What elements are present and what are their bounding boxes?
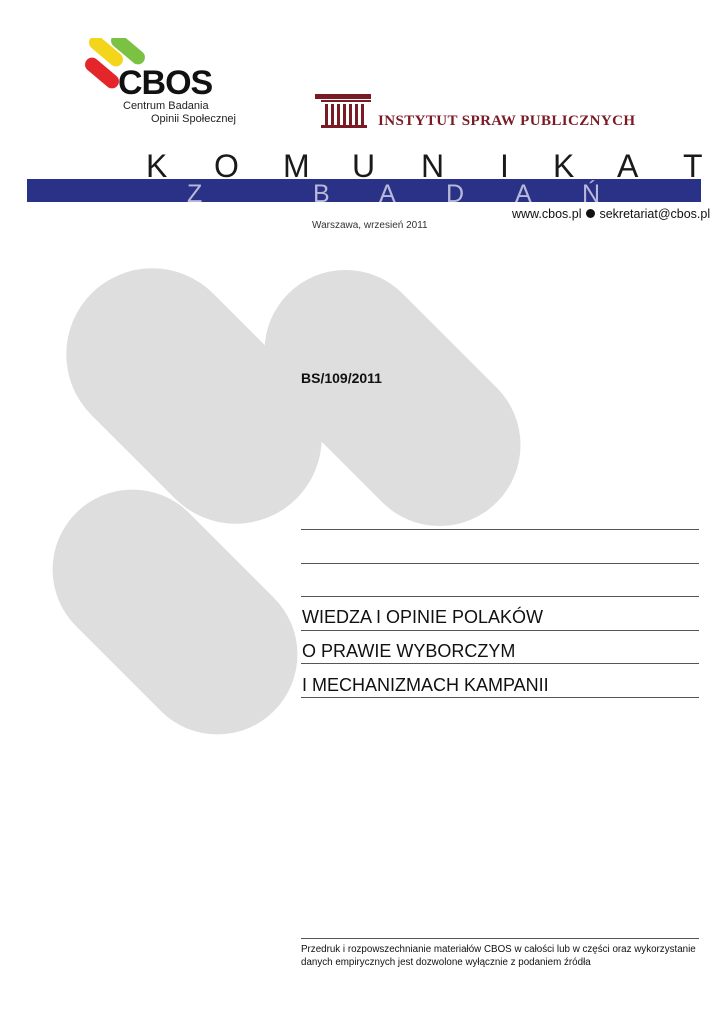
isp-column-icon (315, 94, 373, 128)
komunikat-letter: N (421, 148, 445, 184)
title-rule (301, 596, 699, 597)
copyright-notice (301, 943, 706, 969)
cbos-logo-line2: Opinii Społecznej (151, 113, 236, 125)
report-title-line: O PRAWIE WYBORCZYM (302, 641, 516, 661)
place-date: Warszawa, wrzesień 2011 (312, 220, 428, 231)
copyright-line: danych empirycznych jest dozwolone wyłącznie z podaniem źródła (301, 957, 591, 968)
report-title-line: WIEDZA I OPINIE POLAKÓW (302, 607, 544, 627)
zbadan-letter: Ń (582, 180, 601, 208)
bullet-icon (586, 209, 595, 218)
institute-name: INSTYTUT SPRAW PUBLICZNYCH (378, 113, 636, 129)
title-rule (301, 697, 699, 698)
website-link[interactable]: www.cbos.pl (512, 207, 582, 221)
zbadan-letter: A (379, 180, 396, 208)
title-rule (301, 529, 699, 530)
zbadan-letter: A (515, 180, 532, 208)
email-link[interactable]: sekretariat@cbos.pl (599, 207, 711, 221)
contact-info (512, 207, 710, 221)
cbos-logo-text: CBOS (118, 64, 213, 102)
report-number: BS/109/2011 (301, 370, 382, 386)
zbadan-letter: Z (187, 180, 203, 208)
title-rule (301, 563, 699, 564)
komunikat-letter: K (553, 148, 575, 184)
zbadan-letter: B (313, 180, 330, 208)
komunikat-letter: M (283, 148, 310, 184)
komunikat-letter: A (617, 148, 639, 184)
copyright-line: Przedruk i rozpowszechnianie materiałów CBOS w całości lub w części oraz wykorzystanie (301, 944, 696, 955)
komunikat-letter: O (214, 148, 239, 184)
report-title-line: I MECHANIZMACH KAMPANII (302, 675, 549, 695)
komunikat-letter: K (146, 148, 168, 184)
komunikat-letter: T (683, 148, 703, 184)
title-rule (301, 663, 699, 664)
title-rule (301, 630, 699, 631)
komunikat-letter: U (352, 148, 376, 184)
komunikat-letter: I (500, 148, 509, 184)
cbos-logo-line1: Centrum Badania (123, 100, 209, 112)
footer-rule (301, 938, 699, 939)
zbadan-letter: D (446, 180, 465, 208)
